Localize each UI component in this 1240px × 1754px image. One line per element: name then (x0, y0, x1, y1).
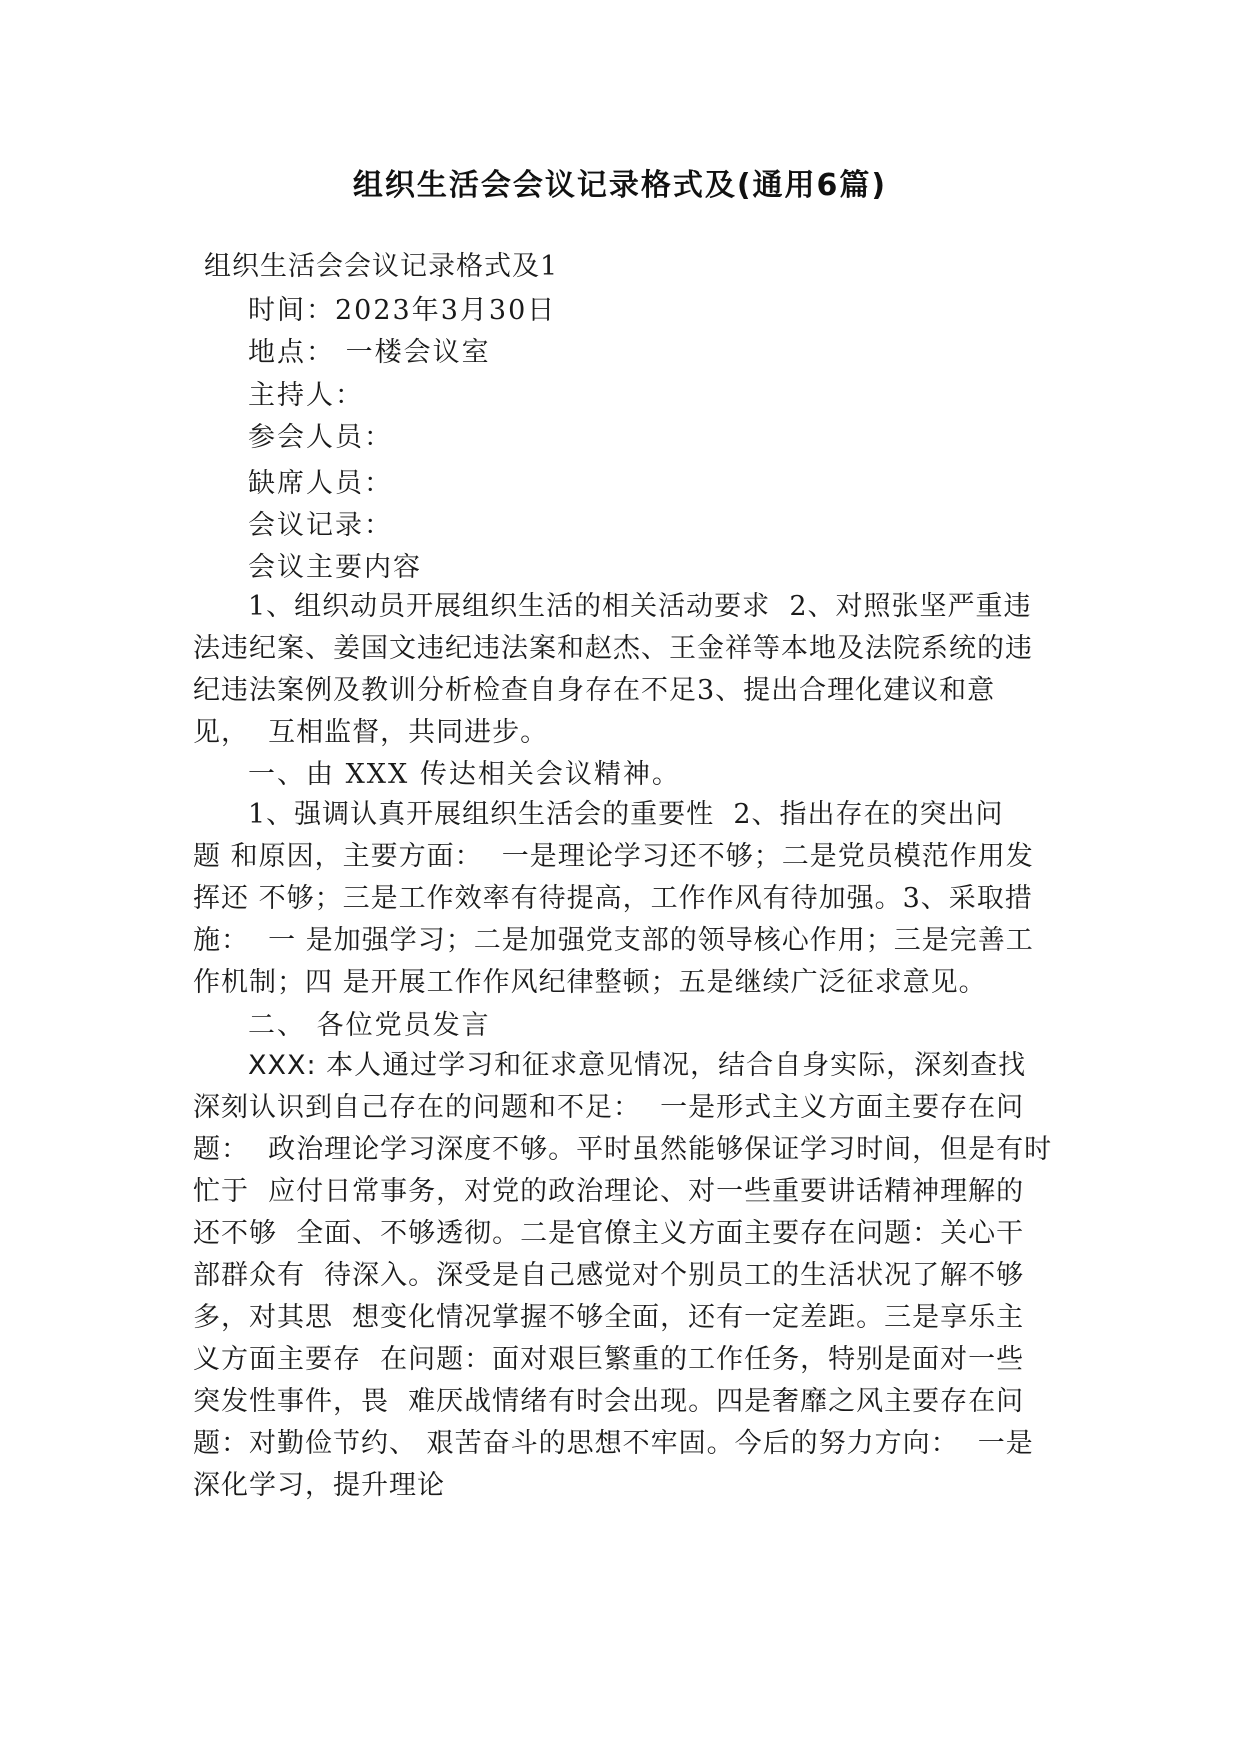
meeting-time: 时间：2023年3月30日 (248, 295, 557, 326)
paragraph-line: 部群众有 待深入。深受是自己感觉对个别员工的生活状况了解不够 (193, 1260, 1025, 1291)
paragraph-line: 题 和原因，主要方面： 一是理论学习还不够；二是党员模范作用发 (193, 841, 1034, 872)
section-heading: 组织生活会会议记录格式及1 (204, 251, 559, 282)
paragraph-line: 义方面主要存 在问题：面对艰巨繁重的工作任务，特别是面对一些 (193, 1344, 1025, 1375)
meeting-attendees: 参会人员： (248, 422, 393, 453)
paragraph-line: 深化学习，提升理论 (193, 1470, 445, 1501)
document-title: 组织生活会会议记录格式及(通用6篇) (352, 168, 888, 203)
paragraph-line: 作机制；四 是开展工作作风纪律整顿；五是继续广泛征求意见。 (193, 967, 987, 998)
meeting-place: 地点： 一楼会议室 (248, 337, 491, 368)
paragraph-line: 题：对勤俭节约、 艰苦奋斗的思想不牢固。今后的努力方向： 一是 (193, 1428, 1034, 1459)
paragraph-line: 突发性事件，畏 难厌战情绪有时会出现。四是奢靡之风主要存在问 (193, 1386, 1025, 1417)
paragraph-line: 施： 一 是加强学习；二是加强党支部的领导核心作用；三是完善工 (193, 925, 1034, 956)
agenda-paragraph (193, 586, 1063, 754)
point-two-heading: 二、 各位党员发言 (248, 1010, 491, 1041)
paragraph-text: 本人通过学习和征求意见情况，结合自身实际，深刻查找 (316, 1050, 1027, 1081)
paragraph-line: 法违纪案、姜国文违纪违法案和赵杰、王金祥等本地及法院系统的违 (193, 633, 1033, 664)
paragraph-line: 挥还 不够；三是工作效率有待提高，工作作风有待加强。3、采取措 (193, 883, 1033, 914)
paragraph-line: 忙于 应付日常事务，对党的政治理论、对一些重要讲话精神理解的 (193, 1176, 1025, 1207)
main-content-label: 会议主要内容 (248, 552, 422, 583)
paragraph-line: 1、组织动员开展组织生活的相关活动要求 2、对照张坚严重违 (248, 591, 1032, 622)
meeting-absentees: 缺席人员： (248, 468, 393, 499)
point-one-heading: 一、由 XXX 传达相关会议精神。 (248, 759, 681, 790)
point-one-paragraph (193, 794, 1063, 1004)
meeting-host: 主持人： (248, 380, 364, 411)
speaker-name: XXX: (248, 1050, 317, 1081)
speaker-paragraph (193, 1045, 1063, 1507)
paragraph-line: 见， 互相监督，共同进步。 (193, 717, 549, 748)
meeting-minutes-label: 会议记录： (248, 510, 393, 541)
paragraph-first-line (193, 1045, 1063, 1087)
paragraph-line: 纪违法案例及教训分析检查自身存在不足3、提出合理化建议和意 (193, 675, 996, 706)
paragraph-line: 1、强调认真开展组织生活会的重要性 2、指出存在的突出问 (248, 799, 1004, 830)
paragraph-line: 多，对其思 想变化情况掌握不够全面，还有一定差距。三是享乐主 (193, 1302, 1025, 1333)
paragraph-line: 还不够 全面、不够透彻。二是官僚主义方面主要存在问题：关心干 (193, 1218, 1025, 1249)
paragraph-line: 题： 政治理论学习深度不够。平时虽然能够保证学习时间，但是有时 (193, 1134, 1053, 1165)
paragraph-line: 深刻认识到自己存在的问题和不足： 一是形式主义方面主要存在问 (193, 1092, 1025, 1123)
